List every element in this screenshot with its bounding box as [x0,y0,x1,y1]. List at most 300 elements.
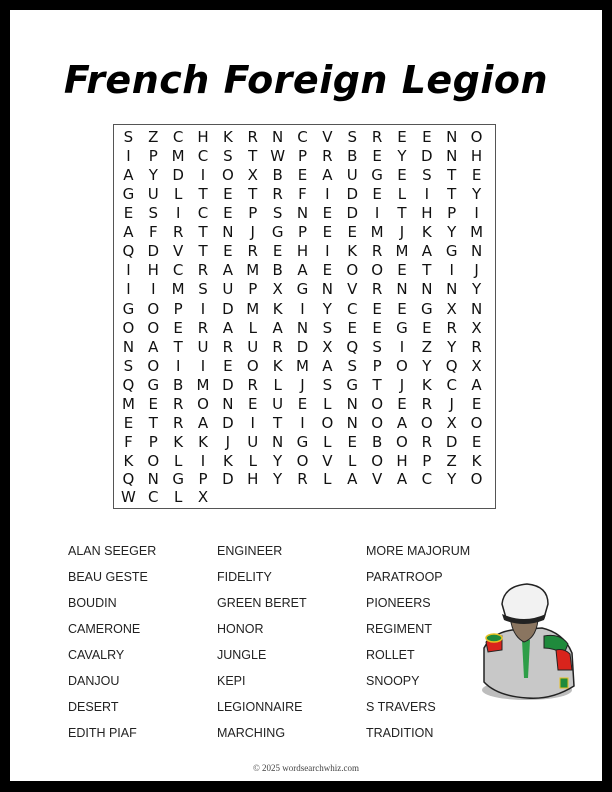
grid-letter: Y [471,280,482,299]
grid-letter: M [395,242,409,261]
legionnaire-soldier-icon [472,578,582,703]
word-list-item: LEGIONNAIRE [217,700,303,714]
grid-letter: E [322,223,333,242]
grid-letter: L [248,318,257,337]
grid-letter: O [246,356,259,375]
grid-letter: T [372,376,382,395]
grid-letter: M [470,223,484,242]
word-list-item: REGIMENT [366,622,432,636]
grid-letter: H [247,470,259,488]
grid-letter: M [171,146,185,165]
grid-letter: R [297,470,308,488]
grid-letter: T [148,414,158,433]
grid-letter: N [446,127,458,146]
grid-letter: S [223,146,233,165]
grid-letter: N [470,242,483,261]
grid-letter: O [321,414,334,433]
grid-letter: W [121,488,136,506]
grid-letter: T [422,261,432,280]
grid-letter: G [445,242,458,261]
grid-letter: I [200,452,206,470]
grid-letter: A [272,318,283,337]
grid-letter: Y [273,452,283,470]
grid-letter: G [122,299,135,318]
grid-letter: E [223,204,233,223]
grid-letter: Y [148,165,158,184]
grid-letter: U [346,165,358,184]
grid-letter: I [175,204,181,223]
grid-letter: U [197,337,209,356]
grid-letter: I [250,414,255,433]
grid-letter: J [225,433,231,452]
grid-letter: P [148,433,158,452]
grid-letter: I [449,261,454,280]
grid-letter: D [296,337,309,356]
grid-letter: D [346,184,358,203]
grid-letter: Y [447,470,457,488]
grid-letter: K [421,223,432,242]
grid-letter: K [272,299,283,318]
grid-letter: E [148,395,159,414]
grid-letter: O [346,261,359,280]
grid-letter: E [372,184,382,203]
grid-letter: M [296,356,309,375]
grid-letter: L [173,488,183,506]
grid-letter: T [248,184,258,203]
grid-letter: S [422,165,432,184]
grid-letter: R [172,414,184,433]
grid-letter: K [222,452,233,470]
grid-letter: E [372,299,382,318]
grid-letter: A [347,470,358,488]
grid-letter: L [273,376,282,395]
grid-letter: E [471,433,482,452]
grid-letter: Z [148,127,159,146]
grid-letter: S [198,280,208,299]
grid-letter: E [471,165,482,184]
grid-letter: F [124,433,133,452]
grid-letter: E [347,223,357,242]
grid-letter: G [396,318,408,337]
grid-letter: O [470,414,483,433]
grid-letter: C [197,204,209,223]
grid-letter: X [272,280,283,299]
grid-letter: E [372,318,382,337]
grid-letter: J [449,395,454,414]
grid-letter: K [471,452,482,470]
word-list-item: S TRAVERS [366,700,436,714]
grid-letter: A [322,165,333,184]
grid-letter: N [421,280,433,299]
grid-letter: D [222,299,234,318]
grid-letter: A [297,261,308,280]
grid-letter: H [396,452,408,470]
grid-letter: O [420,414,433,433]
grid-letter: O [296,452,309,470]
grid-letter: P [372,356,382,375]
grid-letter: I [200,299,206,318]
grid-letter: X [471,356,482,375]
grid-letter: L [348,452,357,470]
grid-letter: M [246,299,260,318]
grid-letter: R [272,184,283,203]
letter-grid [113,124,496,509]
grid-letter: O [396,433,408,452]
grid-letter: P [297,146,308,165]
grid-letter: N [122,337,135,356]
grid-letter: G [421,299,433,318]
grid-letter: X [446,299,457,318]
grid-letter: K [198,433,208,452]
grid-letter: I [200,356,206,375]
grid-letter: D [222,414,234,433]
grid-letter: Y [422,356,432,375]
grid-letter: L [173,452,183,470]
word-list-item: EDITH PIAF [68,726,137,740]
grid-letter: E [123,204,134,223]
grid-letter: D [172,165,184,184]
grid-letter: Q [122,376,135,395]
word-list-item: HONOR [217,622,264,636]
grid-letter: E [397,299,407,318]
grid-letter: M [171,280,185,299]
grid-letter: O [371,452,383,470]
grid-letter: A [471,376,482,395]
grid-letter: N [321,280,333,299]
word-list-item: TRADITION [366,726,434,740]
grid-letter: C [197,146,209,165]
grid-letter: O [371,414,383,433]
grid-letter: N [272,127,284,146]
grid-letter: R [322,146,333,165]
grid-letter: E [223,356,233,375]
grid-letter: C [446,376,457,395]
grid-letter: C [148,488,159,506]
grid-letter: N [147,470,159,488]
grid-letter: E [422,318,432,337]
grid-letter: Y [397,146,407,165]
grid-letter: Y [322,299,332,318]
word-list-item: CAMERONE [68,622,141,636]
grid-letter: W [270,146,286,165]
grid-letter: X [322,337,333,356]
grid-letter: Y [471,184,482,203]
word-list-item: KEPI [217,674,246,688]
grid-letter: M [370,223,384,242]
grid-letter: S [148,204,159,223]
grid-letter: H [296,242,309,261]
grid-letter: M [121,395,135,414]
grid-letter: J [399,223,405,242]
grid-letter: E [347,433,357,452]
grid-letter: Y [447,223,457,242]
grid-letter: S [322,376,333,395]
grid-letter: K [222,127,233,146]
grid-letter: T [198,184,208,203]
grid-letter: H [147,261,159,280]
grid-letter: G [122,184,135,203]
grid-letter: G [296,433,309,452]
grid-letter: D [445,433,458,452]
grid-letter: P [248,280,258,299]
grid-letter: L [248,452,257,470]
grid-letter: Y [273,470,283,488]
page-title: French Foreign Legion [63,58,549,102]
word-list-item: MARCHING [217,726,286,740]
grid-letter: O [371,261,383,280]
grid-letter: I [126,280,131,299]
grid-letter: Q [346,337,359,356]
grid-letter: P [422,452,432,470]
grid-letter: P [198,470,208,488]
grid-letter: R [421,395,433,414]
grid-letter: E [272,242,283,261]
grid-letter: O [147,356,160,375]
worksheet-page [10,10,602,781]
grid-letter: J [300,376,305,395]
word-list-item: FIDELITY [217,570,272,584]
word-list-item: BOUDIN [68,596,117,610]
grid-letter: N [446,280,458,299]
grid-letter: K [272,356,283,375]
word-list-item: JUNGLE [217,648,267,662]
grid-letter: C [297,127,308,146]
grid-letter: U [247,337,259,356]
word-list-item: CAVALRY [68,648,125,662]
grid-letter: R [446,318,457,337]
grid-letter: B [272,165,283,184]
grid-letter: O [470,470,483,488]
grid-letter: L [323,395,332,414]
grid-letter: V [322,452,333,470]
grid-letter: I [151,280,156,299]
grid-letter: T [248,146,258,165]
grid-letter: R [421,433,433,452]
grid-letter: R [197,318,209,337]
grid-letter: U [247,433,259,452]
grid-letter: U [222,280,234,299]
grid-letter: X [247,165,258,184]
grid-letter: N [222,223,234,242]
grid-letter: R [197,261,209,280]
grid-letter: R [272,337,283,356]
grid-letter: Q [445,356,458,375]
grid-letter: O [122,318,135,337]
grid-letter: R [247,127,258,146]
grid-letter: K [421,376,432,395]
grid-letter: O [147,318,160,337]
grid-letter: P [248,204,258,223]
grid-letter: O [147,452,160,470]
word-list-item: DESERT [68,700,119,714]
grid-letter: V [173,242,184,261]
grid-letter: N [346,395,358,414]
grid-letter: K [173,433,184,452]
grid-letter: I [175,356,181,375]
grid-letter: T [447,165,457,184]
grid-letter: I [300,299,305,318]
word-list-item: ALAN SEEGER [68,544,157,558]
grid-letter: I [474,204,479,223]
grid-letter: E [173,318,183,337]
grid-letter: P [148,146,158,165]
grid-letter: J [474,261,479,280]
grid-letter: R [247,242,258,261]
grid-letter: V [322,127,333,146]
grid-letter: R [172,223,184,242]
grid-letter: I [300,414,305,433]
grid-letter: E [322,204,333,223]
grid-letter: I [126,261,131,280]
grid-letter: N [470,299,483,318]
grid-letter: O [197,395,209,414]
grid-letter: E [422,127,432,146]
grid-letter: L [323,470,332,488]
grid-letter: K [123,452,134,470]
grid-letter: T [273,414,283,433]
grid-letter: I [399,337,405,356]
grid-letter: R [247,376,258,395]
grid-letter: Y [447,337,457,356]
grid-letter: V [347,280,358,299]
copyright-footer: © 2025 wordsearchwhiz.com [252,763,360,773]
grid-letter: O [470,127,483,146]
grid-letter: C [346,299,358,318]
grid-letter: C [172,127,184,146]
grid-letter: Q [122,470,135,488]
word-list-item: GREEN BERET [217,596,307,610]
grid-letter: E [223,242,233,261]
grid-letter: T [173,337,183,356]
grid-letter: E [397,261,407,280]
grid-letter: N [296,318,309,337]
grid-letter: D [222,470,234,488]
grid-letter: D [147,242,160,261]
grid-letter: S [372,337,382,356]
grid-letter: P [447,204,457,223]
grid-letter: E [123,414,134,433]
grid-letter: J [250,223,255,242]
grid-letter: F [298,184,307,203]
grid-letter: O [371,395,383,414]
grid-letter: E [297,395,308,414]
grid-letter: A [421,242,432,261]
grid-letter: N [272,433,284,452]
grid-letter: E [372,146,382,165]
grid-letter: F [148,223,158,242]
grid-letter: L [397,184,407,203]
grid-letter: I [325,242,330,261]
grid-letter: N [396,280,408,299]
word-list-item: PIONEERS [366,596,431,610]
grid-letter: A [396,414,408,433]
grid-letter: D [222,376,234,395]
grid-letter: E [297,165,308,184]
grid-letter: K [347,242,358,261]
grid-letter: S [272,204,283,223]
grid-letter: S [123,356,134,375]
grid-letter: E [397,127,407,146]
grid-letter: C [421,470,433,488]
grid-letter: U [272,395,284,414]
grid-letter: R [222,337,234,356]
grid-letter: O [396,356,408,375]
grid-letter: A [322,356,333,375]
grid-letter: A [222,261,234,280]
grid-letter: B [371,433,383,452]
word-list-item: DANJOU [68,674,120,688]
grid-letter: A [222,318,234,337]
word-list-item: ENGINEER [217,544,283,558]
grid-letter: T [198,242,208,261]
grid-letter: A [123,165,134,184]
grid-letter: O [147,299,160,318]
grid-letter: G [271,223,284,242]
grid-letter: L [323,433,332,452]
grid-letter: T [198,223,208,242]
grid-letter: R [172,395,184,414]
grid-letter: R [371,127,383,146]
grid-letter: Z [421,337,432,356]
grid-letter: H [197,127,209,146]
grid-letter: N [446,146,458,165]
grid-letter: P [297,223,308,242]
grid-letter: S [322,318,333,337]
grid-letter: M [246,261,260,280]
grid-letter: I [126,146,131,165]
grid-letter: G [172,470,184,488]
grid-letter: V [371,470,383,488]
word-list-item: MORE MAJORUM [366,544,471,558]
grid-letter: Z [446,452,457,470]
grid-letter: M [196,376,210,395]
grid-letter: H [421,204,433,223]
grid-letter: E [322,261,333,280]
grid-letter: B [347,146,358,165]
grid-letter: J [399,376,405,395]
word-list-item: ROLLET [366,648,415,662]
grid-letter: X [197,488,209,506]
grid-letter: E [397,395,407,414]
grid-letter: P [173,299,183,318]
grid-letter: I [325,184,330,203]
grid-letter: R [371,280,383,299]
grid-letter: S [123,127,134,146]
grid-letter: B [173,376,184,395]
grid-letter: C [172,261,184,280]
grid-letter: R [371,242,383,261]
grid-letter: G [371,165,383,184]
grid-letter: O [221,165,234,184]
grid-letter: I [424,184,430,203]
grid-letter: N [346,414,358,433]
word-list [68,538,488,746]
grid-letter: L [173,184,183,203]
grid-letter: D [421,146,433,165]
grid-letter: I [200,165,206,184]
grid-letter: E [248,395,258,414]
grid-letter: A [396,470,408,488]
grid-letter: E [347,318,357,337]
grid-letter: E [223,184,233,203]
grid-letter: N [296,204,309,223]
word-list-item: SNOOPY [366,674,420,688]
grid-letter: S [347,356,357,375]
grid-letter: G [147,376,160,395]
grid-letter: E [471,395,482,414]
grid-letter: X [471,318,482,337]
grid-letter: R [471,337,482,356]
